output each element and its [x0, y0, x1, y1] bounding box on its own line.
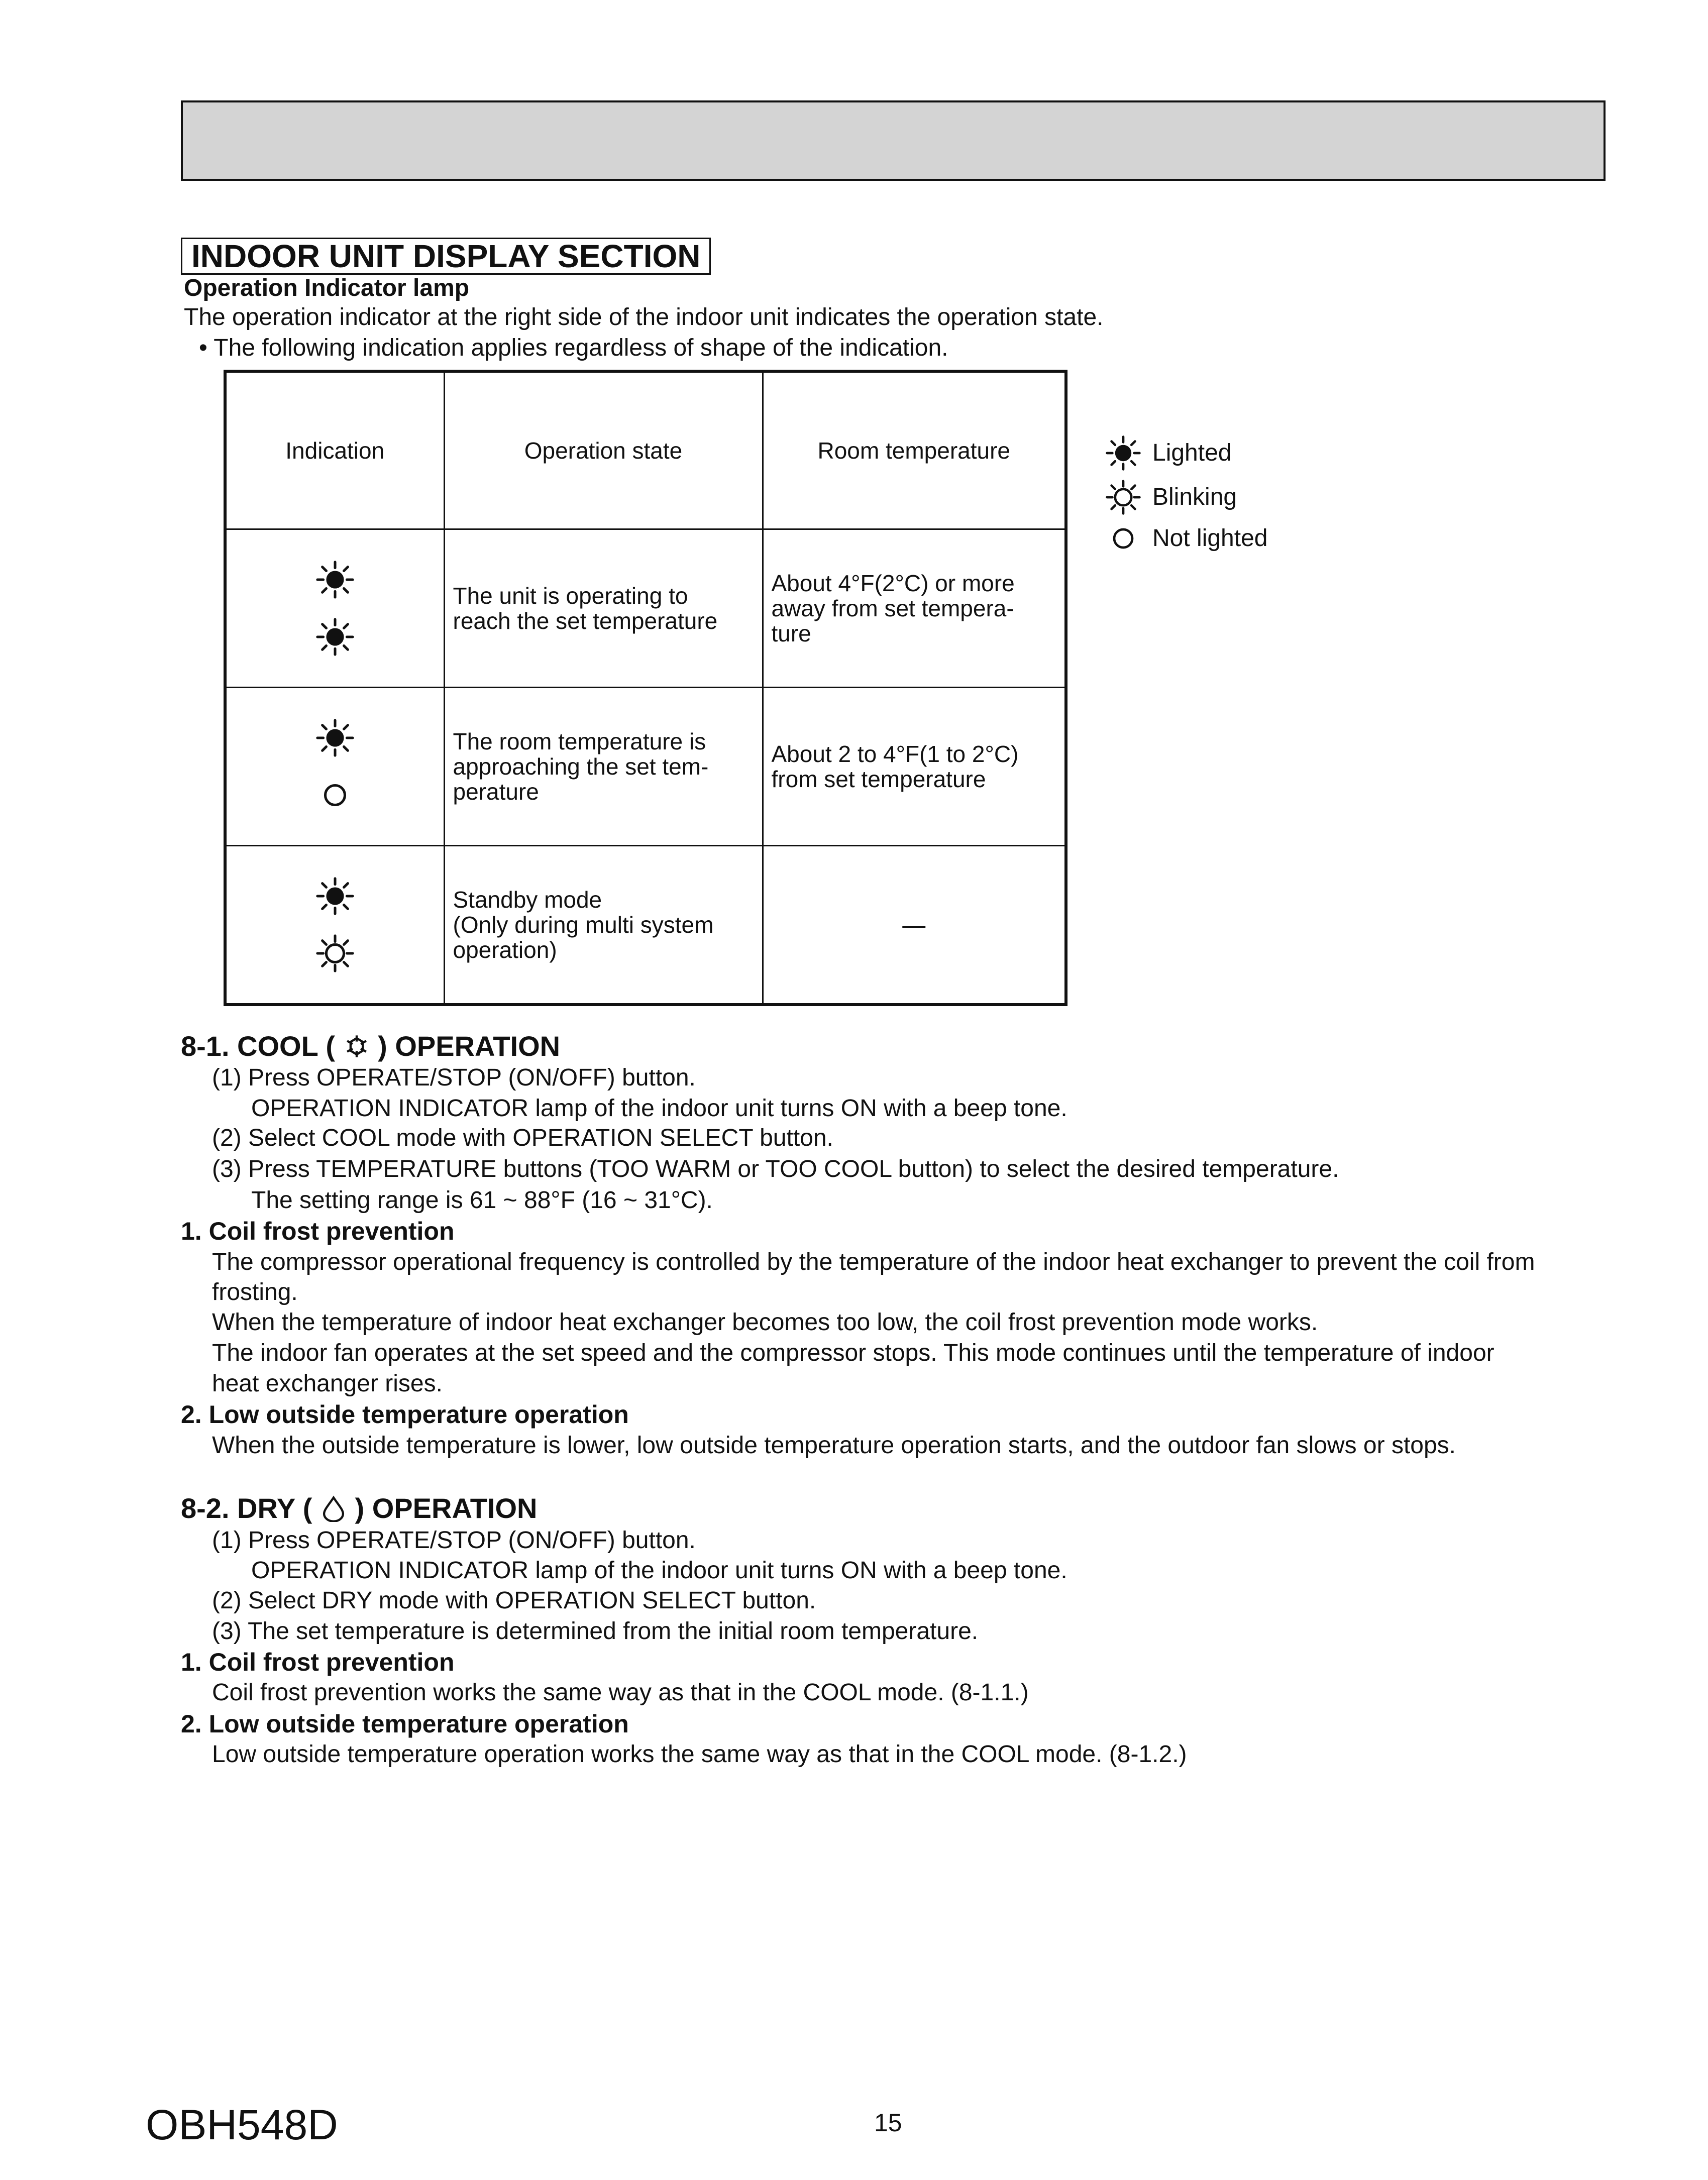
- state-line: operation): [453, 937, 557, 963]
- room-temperature-cell: [763, 529, 1066, 688]
- intro-line: The operation indicator at the right side of the indoor unit indicates the operation state.: [184, 304, 1104, 331]
- state-line: The unit is operating to: [453, 583, 688, 609]
- header-bar: [181, 100, 1606, 181]
- state-line: reach the set temperature: [453, 608, 718, 634]
- legend-label: Lighted: [1152, 440, 1232, 466]
- indicator-heading: Operation Indicator lamp: [184, 275, 470, 301]
- not-lighted-icon: [1105, 520, 1141, 557]
- cool-frost-line: The compressor operational frequency is controlled by the temperature of the indoor heat exchanger to prevent the coil from: [212, 1249, 1535, 1275]
- dry-low-line: Low outside temperature operation works the same way as that in the COOL mode. (8-1.2.): [212, 1741, 1187, 1768]
- room-line: ture: [771, 620, 811, 646]
- indication-cell: [225, 529, 444, 688]
- room-temperature-cell: [763, 688, 1066, 846]
- lamp-lighted-icon: [315, 560, 355, 599]
- dry-step-1-detail: OPERATION INDICATOR lamp of the indoor unit turns ON with a beep tone.: [251, 1557, 1068, 1584]
- page-number: 15: [874, 2109, 902, 2137]
- header-room-temperature: Room temperature: [763, 371, 1066, 529]
- table-row: [225, 529, 1066, 688]
- cool-frost-line: frosting.: [212, 1279, 298, 1305]
- lamp-lighted-icon: [315, 718, 355, 757]
- cool-heading-prefix: 8-1. COOL (: [181, 1030, 336, 1062]
- table-row: [225, 688, 1066, 846]
- lamp-blinking-icon: [315, 934, 355, 973]
- header-operation-state: Operation state: [444, 371, 763, 529]
- room-temperature-cell: [763, 846, 1066, 1005]
- dry-step-1: (1) Press OPERATE/STOP (ON/OFF) button.: [212, 1527, 696, 1554]
- state-line: approaching the set tem-: [453, 753, 709, 780]
- dry-heading-prefix: 8-2. DRY (: [181, 1492, 312, 1524]
- dry-step-3: (3) The set temperature is determined from the initial room temperature.: [212, 1618, 979, 1645]
- dry-frost-line: Coil frost prevention works the same way as that in the COOL mode. (8-1.1.): [212, 1679, 1029, 1706]
- table-header-row: [225, 371, 1066, 529]
- legend-label: Not lighted: [1152, 525, 1268, 552]
- room-line: About 4°F(2°C) or more: [771, 570, 1015, 596]
- state-line: perature: [453, 779, 539, 805]
- dry-mode-icon: [320, 1495, 347, 1522]
- lamp-not-lighted-icon: [315, 776, 355, 815]
- cool-step-1: (1) Press OPERATE/STOP (ON/OFF) button.: [212, 1064, 696, 1091]
- cool-low-line: When the outside temperature is lower, low outside temperature operation starts, and the outdoor fan slows or stops.: [212, 1432, 1456, 1459]
- dry-step-2: (2) Select DRY mode with OPERATION SELECT button.: [212, 1587, 816, 1614]
- operation-state-cell: [444, 688, 763, 846]
- room-line: from set temperature: [771, 766, 986, 792]
- cool-heading-suffix: ) OPERATION: [378, 1030, 561, 1062]
- section-title: INDOOR UNIT DISPLAY SECTION: [181, 238, 711, 275]
- dry-low-heading: 2. Low outside temperature operation: [181, 1710, 629, 1738]
- cool-mode-icon: [343, 1033, 370, 1060]
- cool-step-2: (2) Select COOL mode with OPERATION SELECT button.: [212, 1125, 833, 1151]
- dry-heading: [181, 1492, 538, 1525]
- lighted-icon: [1105, 435, 1141, 471]
- legend-label: Blinking: [1152, 484, 1237, 510]
- operation-state-cell: [444, 529, 763, 688]
- room-line: —: [902, 912, 926, 938]
- header-indication: Indication: [225, 371, 444, 529]
- cool-step-3-detail: The setting range is 61 ~ 88°F (16 ~ 31°C).: [251, 1187, 713, 1214]
- cool-frost-line: heat exchanger rises.: [212, 1370, 443, 1397]
- cool-frost-heading: 1. Coil frost prevention: [181, 1217, 455, 1245]
- cool-frost-line: The indoor fan operates at the set speed and the compressor stops. This mode continues until the temperature of indoor: [212, 1340, 1494, 1366]
- indication-cell: [225, 688, 444, 846]
- model-number: OBH548D: [146, 2101, 338, 2148]
- blinking-icon: [1105, 479, 1141, 515]
- dry-frost-heading: 1. Coil frost prevention: [181, 1648, 455, 1676]
- cool-step-1-detail: OPERATION INDICATOR lamp of the indoor unit turns ON with a beep tone.: [251, 1095, 1068, 1122]
- cool-frost-line: When the temperature of indoor heat exchanger becomes too low, the coil frost prevention mode works.: [212, 1309, 1318, 1336]
- bullet-line: • The following indication applies regardless of shape of the indication.: [199, 335, 948, 361]
- lamp-lighted-icon: [315, 617, 355, 657]
- state-line: (Only during multi system: [453, 912, 714, 938]
- cool-step-3: (3) Press TEMPERATURE buttons (TOO WARM or TOO COOL button) to select the desired temperature.: [212, 1156, 1339, 1182]
- cool-heading: [181, 1030, 560, 1063]
- room-line: away from set tempera-: [771, 595, 1014, 621]
- dry-heading-suffix: ) OPERATION: [355, 1492, 538, 1524]
- indication-cell: [225, 846, 444, 1005]
- room-line: About 2 to 4°F(1 to 2°C): [771, 741, 1019, 767]
- state-line: The room temperature is: [453, 728, 706, 754]
- state-line: Standby mode: [453, 887, 602, 913]
- indication-table: [224, 370, 1068, 1006]
- cool-low-heading: 2. Low outside temperature operation: [181, 1400, 629, 1429]
- lamp-lighted-icon: [315, 877, 355, 916]
- legend-lighted: [1105, 435, 1231, 471]
- legend-not-lighted: [1105, 520, 1267, 557]
- table-row: [225, 846, 1066, 1005]
- legend-blinking: [1105, 479, 1237, 515]
- operation-state-cell: [444, 846, 763, 1005]
